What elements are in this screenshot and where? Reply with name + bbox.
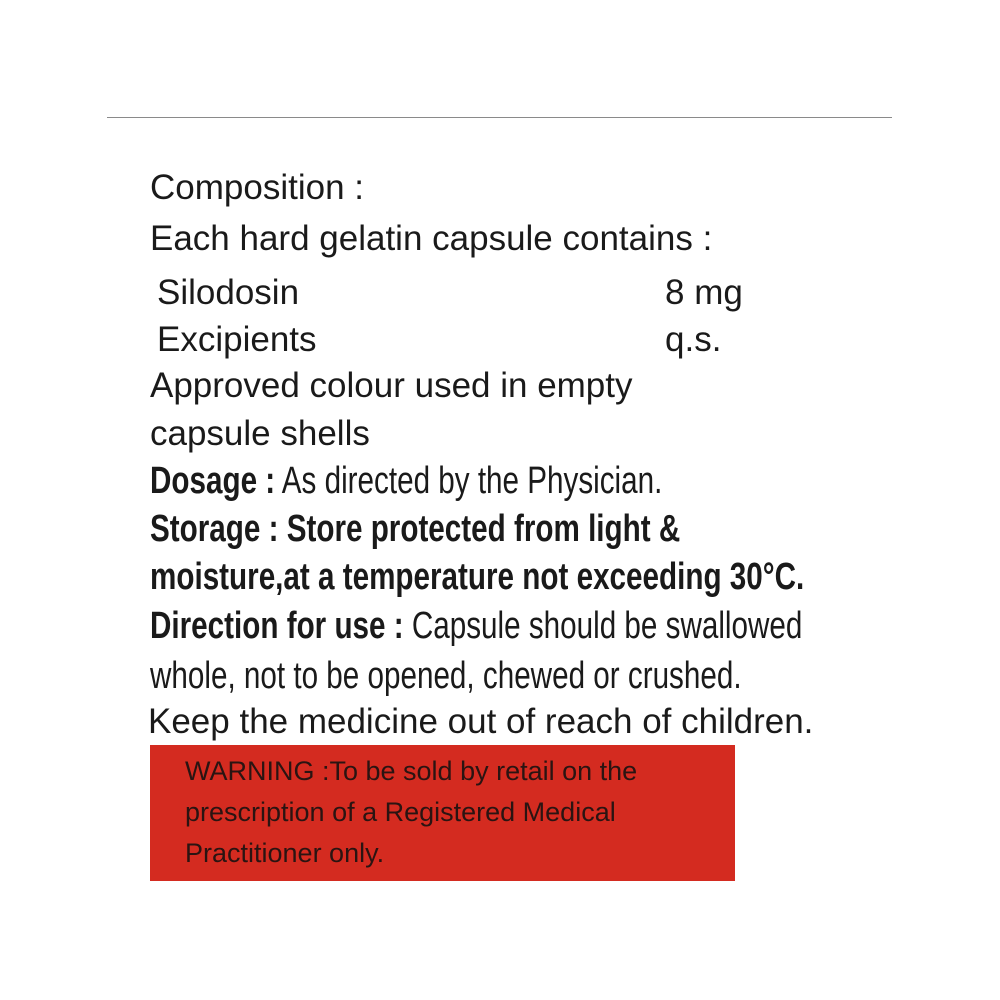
direction-line2: whole, not to be opened, chewed or crushed. [150, 655, 742, 697]
ingredient-name-silodosin: Silodosin [157, 273, 300, 312]
ingredient-amount-excipients: q.s. [665, 320, 722, 359]
colour-note-line2: capsule shells [150, 414, 370, 453]
warning-line1: WARNING :To be sold by retail on the [185, 756, 638, 786]
composition-heading: Composition : [150, 168, 364, 207]
ingredient-name-excipients: Excipients [157, 320, 317, 359]
keep-out-of-reach: Keep the medicine out of reach of children. [148, 702, 814, 741]
dosage-text: As directed by the Physician. [275, 460, 663, 502]
warning-line2: prescription of a Registered Medical [185, 797, 616, 827]
storage-line2: moisture,at a temperature not exceeding 30°C. [150, 556, 805, 598]
direction-line [150, 607, 802, 645]
storage-line1: Storage : Store protected from light & [150, 508, 681, 550]
direction-text: Capsule should be swallowed [403, 605, 803, 647]
colour-note-line1: Approved colour used in empty [150, 366, 633, 405]
dosage-label: Dosage : [150, 460, 276, 502]
warning-line3: Practitioner only. [185, 838, 385, 868]
direction-label: Direction for use : [150, 605, 404, 647]
dosage-line [150, 462, 662, 500]
top-divider [107, 117, 892, 118]
ingredient-amount-silodosin: 8 mg [665, 273, 743, 312]
composition-intro: Each hard gelatin capsule contains : [150, 219, 713, 258]
